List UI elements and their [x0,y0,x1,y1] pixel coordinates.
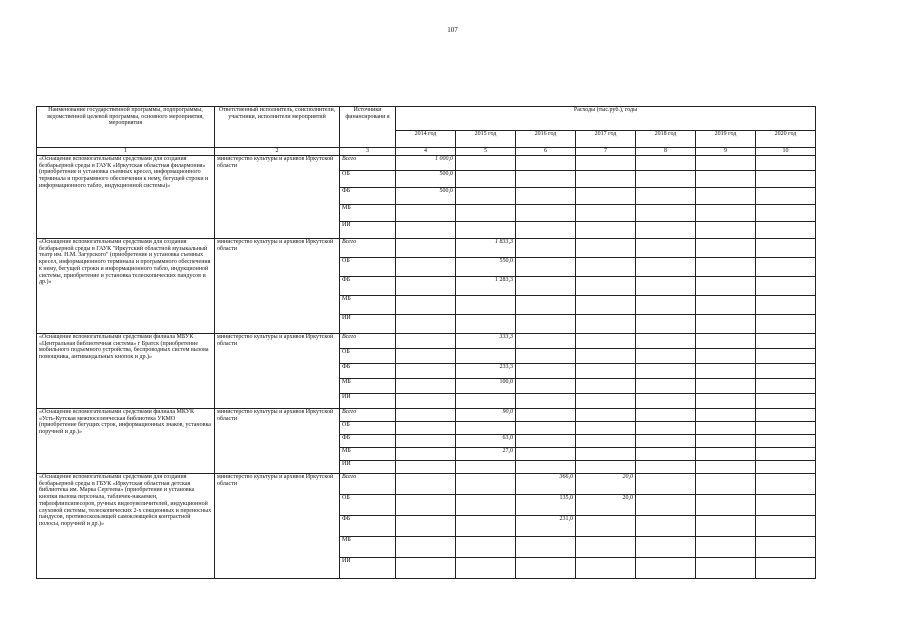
expense-cell [636,296,696,315]
funding-source: ФБ [340,364,396,379]
expense-cell [636,394,696,409]
funding-source: ИИ [340,315,396,334]
expense-cell [576,448,636,461]
expense-cell [756,461,816,474]
expense-cell [636,334,696,349]
table-row [37,239,816,258]
expense-cell [636,461,696,474]
expense-cell [456,422,516,435]
expense-cell [756,422,816,435]
header-year: 2016 год [516,131,576,148]
expense-cell [516,205,576,222]
expense-cell [576,188,636,205]
expense-cell [756,222,816,239]
expense-cell [576,315,636,334]
expense-cell [396,205,456,222]
expense-cell [696,239,756,258]
expense-cell [756,171,816,188]
expense-cell [516,537,576,558]
expense-cell: 333,3 [456,334,516,349]
expense-cell [636,409,696,422]
funding-source: ОБ [340,495,396,516]
funding-source: МБ [340,379,396,394]
expense-cell [756,435,816,448]
header-year: 2018 год [636,131,696,148]
expense-cell [516,334,576,349]
funding-source: ИИ [340,222,396,239]
funding-source: ФБ [340,277,396,296]
expense-cell [396,315,456,334]
expense-cell [756,448,816,461]
expense-cell: 100,0 [456,379,516,394]
expense-cell [696,315,756,334]
measure-description: «Оснащение вспомогательными средствами для создания безбарьерной среды в ГАУК "Иркутский областной музыкальный театр им. Н.М. Загурского" (приобретение и установка съемных кресел, информационного терминала и программного обеспечения к нему, бегущей строки и информационного табло, индукционной системы, приобретение и установка телескопических пандусов и др.)» [37,239,215,334]
expense-cell [636,222,696,239]
expense-cell [456,205,516,222]
column-number: 5 [456,148,516,156]
expense-cell [516,156,576,171]
expense-cell [456,156,516,171]
expense-cell [516,296,576,315]
expense-cell [696,461,756,474]
responsible-executor: министерство культуры и архивов Иркутской области [215,334,340,409]
expense-cell [696,537,756,558]
expense-cell [696,422,756,435]
expense-cell [576,222,636,239]
expense-cell [696,495,756,516]
expense-cell: 1 283,3 [456,277,516,296]
expense-cell [756,239,816,258]
column-number: 6 [516,148,576,156]
expense-cell [516,239,576,258]
expense-cell [696,516,756,537]
expense-cell [756,516,816,537]
expense-cell [756,349,816,364]
expense-cell [396,258,456,277]
expense-cell [636,422,696,435]
funding-source: ФБ [340,188,396,205]
header-program: Наименование государственной программы, подпрограммы, ведомственной целевой программы, основного мероприятия, мероприятия [37,107,215,148]
expense-cell [396,448,456,461]
expense-cell [516,258,576,277]
measure-description: «Оснащение вспомогательными средствами для создания безбарьерной среды в ГБУК «Иркутская областная детская библиотека им. Марка Сергеева» (приобретение и установка кнопки вызова персонала, табличек-накаемен, тифлофлипсипесоров, ручных видеоувеличителей, индукционной слуховой системы, телескопических 2-х секционных и переносных пандусов, противоскользящей самоклеящейся контрастной полосы, поручней и др.)» [37,474,215,579]
expense-cell [576,364,636,379]
header-year: 2015 год [456,131,516,148]
responsible-executor: министерство культуры и архивов Иркутской области [215,474,340,579]
expense-cell [516,448,576,461]
expense-cell [576,422,636,435]
expense-cell [756,334,816,349]
expense-cell [696,188,756,205]
expense-cell [636,205,696,222]
table-row [37,334,816,349]
expense-cell [576,537,636,558]
expense-cell [456,315,516,334]
funding-source: ИИ [340,461,396,474]
responsible-executor: министерство культуры и архивов Иркутской области [215,409,340,474]
expense-cell [456,558,516,579]
expense-cell [456,296,516,315]
expense-cell [576,558,636,579]
expense-cell [696,222,756,239]
expense-cell [636,188,696,205]
expense-cell [396,495,456,516]
expense-cell [756,156,816,171]
funding-source: Всего [340,156,396,171]
expense-cell [516,188,576,205]
expense-cell [636,495,696,516]
expense-cell [636,379,696,394]
responsible-executor: министерство культуры и архивов Иркутской области [215,239,340,334]
expense-cell [456,394,516,409]
expense-cell [516,364,576,379]
expense-cell [516,394,576,409]
expense-cell [576,394,636,409]
expense-cell [696,296,756,315]
expense-cell [636,516,696,537]
expense-cell [456,516,516,537]
expense-cell [696,379,756,394]
expense-cell [396,435,456,448]
expense-cell: 20,0 [576,474,636,495]
column-number: 2 [215,148,340,156]
expense-cell [696,558,756,579]
column-number: 10 [756,148,816,156]
expense-cell [636,277,696,296]
expense-cell [396,537,456,558]
expense-cell [456,171,516,188]
expense-cell: 135,0 [516,495,576,516]
column-number: 8 [636,148,696,156]
expense-cell [456,461,516,474]
expense-cell [576,409,636,422]
expense-cell [756,558,816,579]
expense-cell [516,349,576,364]
expense-cell [516,435,576,448]
expense-cell [696,171,756,188]
expense-cell [516,315,576,334]
expense-cell [696,474,756,495]
expense-cell: 231,0 [516,516,576,537]
expense-cell: 500,0 [396,171,456,188]
funding-source: Всего [340,474,396,495]
expense-cell [576,334,636,349]
expense-cell [576,277,636,296]
expense-cell [696,205,756,222]
expense-cell [756,474,816,495]
column-number: 9 [696,148,756,156]
expense-cell [636,349,696,364]
funding-source: МБ [340,296,396,315]
expense-cell [576,435,636,448]
expense-cell [396,334,456,349]
expense-cell [396,239,456,258]
expense-cell [576,205,636,222]
funding-source: ОБ [340,171,396,188]
expense-cell [696,364,756,379]
expense-cell: 233,3 [456,364,516,379]
expense-cell [636,315,696,334]
expense-cell [396,296,456,315]
expense-cell [396,461,456,474]
expense-cell: 27,0 [456,448,516,461]
expense-cell [636,448,696,461]
expense-cell [576,516,636,537]
expense-cell [516,277,576,296]
expense-cell [756,315,816,334]
expense-cell [636,239,696,258]
expense-cell [696,258,756,277]
expense-cell: 550,0 [456,258,516,277]
funding-source: ОБ [340,258,396,277]
funding-source: ФБ [340,435,396,448]
funding-source: ОБ [340,349,396,364]
expense-cell [756,379,816,394]
expense-cell [636,364,696,379]
expense-cell [396,222,456,239]
expense-cell: 366,0 [516,474,576,495]
header-year: 2020 год [756,131,816,148]
expense-cell [516,379,576,394]
expense-cell: 1 833,3 [456,239,516,258]
header-source: Источники финансировани я [340,107,396,148]
header-expenses: Расходы (тыс.руб.), годы [396,107,816,131]
expense-cell: 90,0 [456,409,516,422]
expense-cell [516,461,576,474]
expense-cell [696,334,756,349]
funding-source: ОБ [340,422,396,435]
header-year: 2019 год [696,131,756,148]
expense-cell [396,422,456,435]
funding-source: Всего [340,239,396,258]
expense-cell [756,188,816,205]
expense-cell [576,379,636,394]
expense-cell [756,296,816,315]
expense-cell [396,394,456,409]
funding-source: МБ [340,205,396,222]
budget-table [36,106,816,579]
table-row [37,156,816,171]
expense-cell [576,239,636,258]
expense-cell [636,558,696,579]
column-number: 3 [340,148,396,156]
funding-source: Всего [340,409,396,422]
expense-cell [576,156,636,171]
expense-cell [456,495,516,516]
expense-cell [756,495,816,516]
expense-cell [396,379,456,394]
expense-cell [696,156,756,171]
column-number: 7 [576,148,636,156]
expense-cell: 500,0 [396,188,456,205]
expense-cell [636,171,696,188]
expense-cell [636,435,696,448]
expense-cell [456,537,516,558]
header-year: 2014 год [396,131,456,148]
expense-cell [576,258,636,277]
expense-cell [396,558,456,579]
expense-cell [756,394,816,409]
funding-source: ФБ [340,516,396,537]
expense-cell [516,422,576,435]
expense-cell [756,537,816,558]
expense-cell [576,461,636,474]
header-executor: Ответственный исполнитель, соисполнители, участники, исполнители мероприятий [215,107,340,148]
funding-source: Всего [340,334,396,349]
page-number: 107 [447,26,458,34]
expense-cell [696,277,756,296]
expense-cell [696,448,756,461]
expense-cell [756,409,816,422]
expense-cell [756,364,816,379]
expense-cell [576,296,636,315]
expense-cell [636,156,696,171]
expense-cell: 63,0 [456,435,516,448]
measure-description: «Оснащение вспомогательными средствами филиала МБУК «Центральная библиотечная система» г Братск (приобретение мобильного подъемного устройства, беспроводных систем вызова помощника, антивандальных кнопок и др.)» [37,334,215,409]
expense-cell [456,474,516,495]
expense-cell [396,474,456,495]
table-row [37,474,816,495]
expense-cell [516,409,576,422]
funding-source: ИИ [340,394,396,409]
funding-source: ИИ [340,558,396,579]
expense-cell [456,222,516,239]
expense-cell [696,394,756,409]
expense-cell [516,171,576,188]
expense-cell [456,349,516,364]
table-row [37,409,816,422]
expense-cell [396,349,456,364]
expense-cell [756,258,816,277]
expense-cell [516,222,576,239]
expense-cell [756,205,816,222]
header-year: 2017 год [576,131,636,148]
expense-cell [636,474,696,495]
expense-cell [636,537,696,558]
expense-cell [396,277,456,296]
column-number: 1 [37,148,215,156]
expense-cell [396,364,456,379]
expense-cell [636,258,696,277]
expense-cell: 20,0 [576,495,636,516]
expense-cell [456,188,516,205]
expense-cell [756,277,816,296]
expense-cell: 1 000,0 [396,156,456,171]
funding-source: МБ [340,537,396,558]
expense-cell [396,409,456,422]
column-number: 4 [396,148,456,156]
expense-cell [516,558,576,579]
expense-cell [696,435,756,448]
responsible-executor: министерство культуры и архивов Иркутской области [215,156,340,239]
measure-description: «Оснащение вспомогательными средствами для создания безбарьерной среды в ГАУК «Иркутская областная филармония» (приобретение и установка съемных кресел, информационного терминала и программного обеспечения к нему, бегущей строки и информационного табло, индукционной системы)» [37,156,215,239]
expense-cell [396,516,456,537]
expense-cell [576,349,636,364]
expense-cell [576,171,636,188]
expense-cell [696,349,756,364]
measure-description: «Оснащение вспомогательными средствами филиала МКУК «Усть-Кутская межпоселенческая библиотека УКМО (приобретение бегущих строк, информационных знаков, установка поручней и др.)» [37,409,215,474]
funding-source: МБ [340,448,396,461]
expense-cell [696,409,756,422]
